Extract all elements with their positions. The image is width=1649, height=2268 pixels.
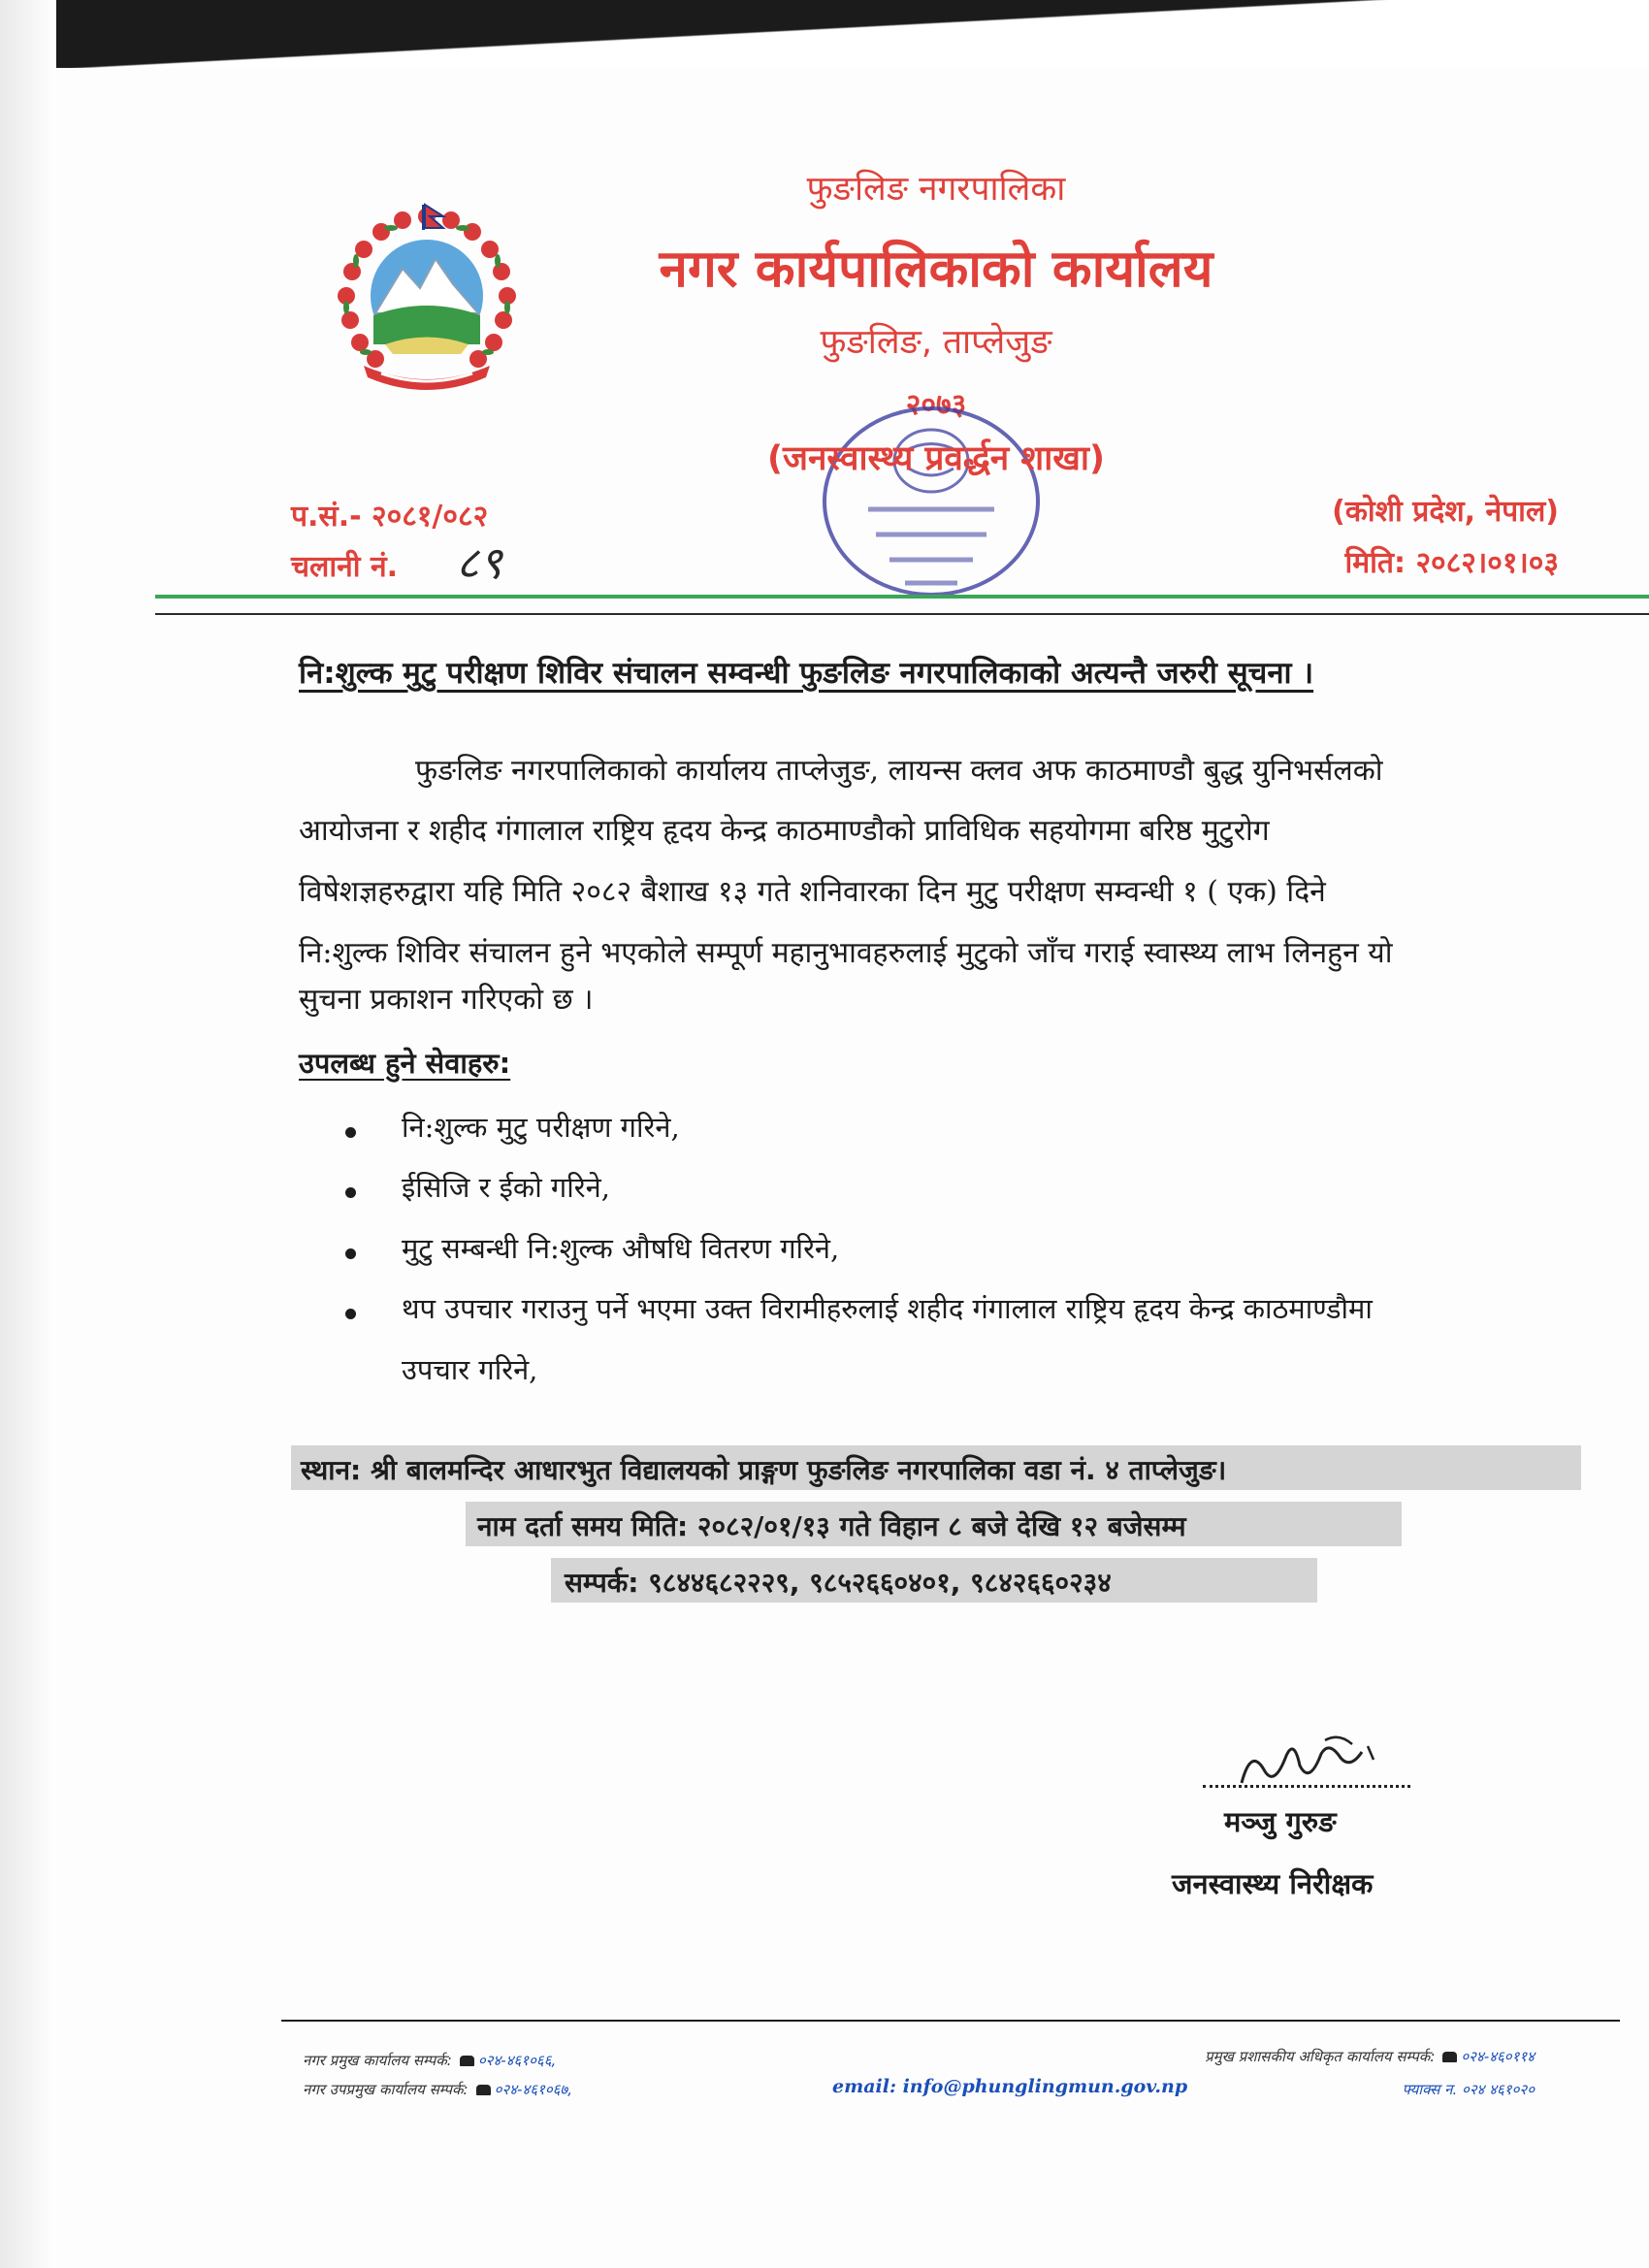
footer-chief-label: नगर प्रमुख कार्यालय सम्पर्क: [303, 2052, 452, 2069]
scan-underlay-page [0, 0, 56, 2268]
header-divider-green [155, 595, 1649, 599]
contact-numbers: सम्पर्क: ९८४४६८२२२९, ९८५२६६०४०१, ९८४२६६०२३४ [565, 1567, 1112, 1599]
letter-number: प.सं.- २०८१/०८२ [291, 500, 489, 534]
paragraph-line: फुङलिङ नगरपालिकाको कार्यालय ताप्लेजुङ, लायन्स क्लव अफ काठमाण्डौ बुद्ध युनिभर्सलको [415, 754, 1383, 788]
service-item: ईसिजि र ईको गरिने, [402, 1171, 610, 1204]
branch-name: (जनस्वास्थ्य प्रवर्द्धन शाखा) [767, 439, 1105, 478]
venue-text: स्थान: श्री बालमन्दिर आधारभुत विद्यालयको प्राङ्गण फुङलिङ नगरपालिका वडा नं. ४ ताप्लेजुङ। [301, 1454, 1227, 1486]
telephone-icon [460, 2056, 474, 2066]
footer-cao-phone: ०२४-४६०११४ [1461, 2048, 1535, 2065]
dispatch-number-label: चलानी नं. [291, 550, 399, 584]
footer-email: email: info@phunglingmun.gov.np [832, 2076, 1188, 2097]
telephone-icon [1442, 2052, 1457, 2062]
office-seal-icon [800, 393, 1062, 606]
footer-cao-contact [1205, 2047, 1535, 2066]
signatory-name: मञ्जु गुरुङ [1224, 1805, 1337, 1838]
scan-dark-edge [0, 0, 1649, 76]
bullet-icon [345, 1187, 356, 1198]
municipality-name: फुङलिङ नगरपालिका [806, 170, 1066, 209]
services-heading: उपलब्ध हुने सेवाहरु: [299, 1047, 511, 1080]
dispatch-number-handwritten: ८९ [456, 536, 502, 589]
office-address: फुङलिङ, ताप्लेजुङ [820, 323, 1052, 362]
nepal-emblem-icon [325, 199, 529, 403]
paragraph-line: विषेशज्ञहरुद्वारा यहि मिति २०८२ बैशाख १३ गते शनिवारका दिन मुटु परीक्षण सम्वन्धी १ ( एक) दिने [299, 875, 1326, 909]
service-item: नि:शुल्क मुटु परीक्षण गरिने, [402, 1111, 680, 1144]
header-divider-black [155, 613, 1649, 615]
footer-deputy-label: नगर उपप्रमुख कार्यालय सम्पर्क: [303, 2081, 469, 2098]
service-item: मुटु सम्बन्धी नि:शुल्क औषधि वितरण गरिने, [402, 1232, 840, 1265]
footer-deputy-contact [303, 2080, 572, 2099]
bullet-icon [345, 1248, 356, 1259]
footer-divider [281, 2020, 1620, 2022]
notice-title: नि:शुल्क मुटु परीक्षण शिविर संचालन सम्वन्धी फुङलिङ नगरपालिकाको अत्यन्तै जरुरी सूचना । [299, 656, 1314, 691]
established-year: २०७३ [905, 388, 967, 422]
service-item-continuation: उपचार गरिने, [402, 1353, 538, 1386]
footer-deputy-phone: ०२४-४६१०६७, [494, 2081, 572, 2098]
bullet-icon [345, 1127, 356, 1138]
paragraph-line: नि:शुल्क शिविर संचालन हुने भएकोले सम्पूर्ण महानुभावहरुलाई मुटुको जाँच गराई स्वास्थ्य लाभ लिनहुन यो [299, 936, 1393, 970]
bullet-icon [345, 1309, 356, 1319]
service-item: थप उपचार गराउनु पर्ने भएमा उक्त विरामीहरुलाई शहीद गंगालाल राष्ट्रिय हृदय केन्द्र काठमाण्डौमा [402, 1292, 1373, 1325]
province-label: (कोशी प्रदेश, नेपाल) [1332, 495, 1559, 529]
footer-cao-label: प्रमुख प्रशासकीय अधिकृत कार्यालय सम्पर्क: [1205, 2048, 1436, 2065]
paragraph-line: सुचना प्रकाशन गरिएको छ । [299, 983, 594, 1017]
footer-fax: फ्याक्स न. ०२४ ४६१०२० [1402, 2081, 1535, 2098]
office-name: नगर कार्यपालिकाको कार्यालय [659, 240, 1213, 299]
footer-chief-contact [303, 2051, 556, 2070]
signature-line [1203, 1785, 1410, 1788]
telephone-icon [476, 2085, 491, 2095]
paragraph-line: आयोजना र शहीद गंगालाल राष्ट्रिय हृदय केन्द्र काठमाण्डौको प्राविधिक सहयोगमा बरिष्ठ मुटुरोग [299, 814, 1270, 848]
signatory-designation: जनस्वास्थ्य निरीक्षक [1172, 1867, 1374, 1900]
issue-date: मिति: २०८२।०१।०३ [1344, 546, 1559, 580]
registration-time: नाम दर्ता समय मिति: २०८२/०१/१३ गते विहान ८ बजे देखि १२ बजेसम्म [477, 1510, 1186, 1542]
footer-chief-phone: ०२४-४६१०६६, [477, 2052, 557, 2069]
